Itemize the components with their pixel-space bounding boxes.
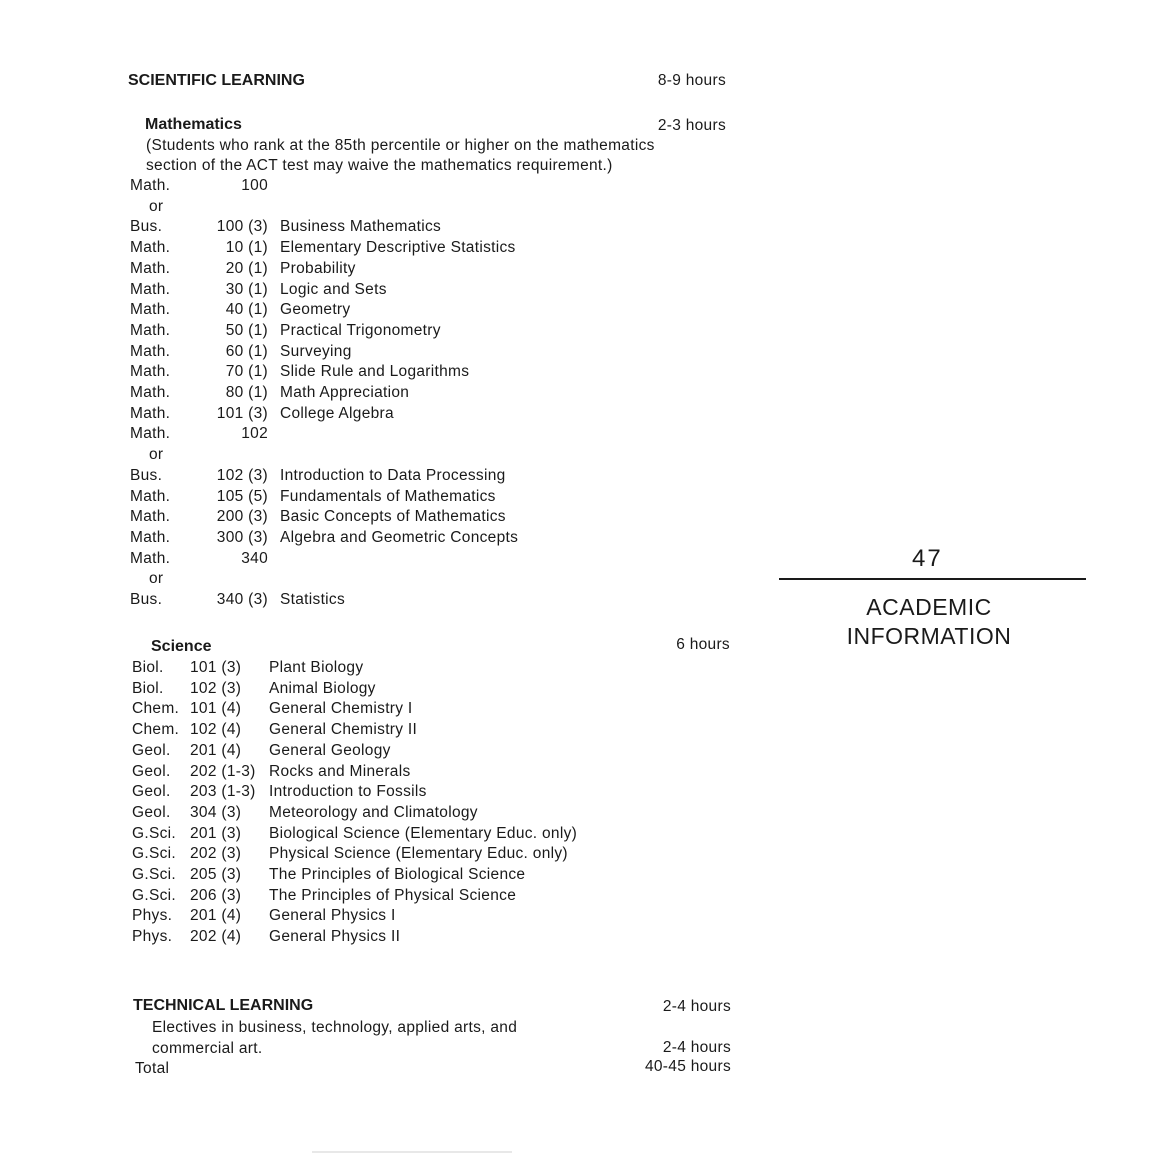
scientific-learning-heading: SCIENTIFIC LEARNING	[128, 72, 305, 89]
course-row	[0, 467, 760, 487]
course-number: 101 (4)	[190, 700, 242, 718]
technical-learning-line2-hours: 2-4 hours	[662, 1039, 731, 1056]
course-number: 100 (3)	[216, 218, 268, 236]
course-row	[0, 301, 760, 321]
course-number: 202 (3)	[190, 845, 242, 863]
page-number: 47	[912, 545, 943, 572]
course-dept: G.Sci.	[132, 845, 177, 863]
course-row	[0, 783, 760, 803]
course-number: 40 (1)	[225, 301, 268, 319]
course-number: 100	[241, 177, 268, 194]
course-row	[0, 260, 760, 280]
course-number: 101 (3)	[190, 659, 242, 676]
course-row	[0, 239, 760, 259]
course-title: Rocks and Minerals	[269, 762, 411, 780]
course-title: Physical Science (Elementary Educ. only)	[269, 845, 568, 863]
course-number: 201 (4)	[190, 741, 242, 759]
course-number: 304 (3)	[190, 803, 242, 821]
course-dept: Bus.	[130, 466, 163, 484]
course-row	[0, 343, 760, 363]
course-row	[0, 887, 760, 907]
course-dept: Math.	[130, 487, 171, 505]
course-dept: G.Sci.	[132, 886, 177, 904]
course-dept: Bus.	[130, 591, 163, 608]
course-title: General Chemistry II	[269, 721, 418, 739]
course-row	[0, 570, 760, 590]
course-title: The Principles of Physical Science	[269, 886, 517, 904]
course-row	[0, 446, 760, 466]
course-row	[0, 281, 760, 301]
course-row	[0, 508, 760, 528]
course-number: 201 (3)	[190, 824, 242, 842]
course-dept: Chem.	[132, 700, 180, 718]
course-dept: G.Sci.	[132, 824, 177, 842]
course-title: Plant Biology	[269, 659, 364, 676]
page-edge-mark	[312, 1151, 512, 1153]
course-row	[0, 384, 760, 404]
course-row	[0, 218, 760, 238]
technical-learning-line1: Electives in business, technology, applied arts, and	[152, 1019, 518, 1036]
course-dept: or	[149, 570, 164, 588]
course-title: General Physics II	[269, 928, 401, 946]
course-dept: G.Sci.	[132, 866, 177, 883]
scientific-learning-hours: 8-9 hours	[657, 72, 726, 89]
course-number: 102 (3)	[216, 466, 268, 484]
course-number: 300 (3)	[216, 528, 268, 546]
course-dept: Math.	[130, 363, 171, 381]
course-dept: Math.	[130, 342, 171, 360]
course-row	[0, 680, 760, 700]
section-title-line1: ACADEMIC	[866, 594, 992, 620]
course-title: Algebra and Geometric Concepts	[280, 528, 519, 546]
course-title: General Geology	[269, 741, 391, 759]
course-number: 10 (1)	[225, 239, 268, 257]
course-number: 340	[241, 549, 268, 567]
course-title: Math Appreciation	[280, 384, 410, 401]
course-row	[0, 742, 760, 762]
course-title: Business Mathematics	[280, 218, 442, 236]
course-row	[0, 721, 760, 741]
course-dept: Geol.	[132, 783, 171, 801]
course-dept: or	[149, 446, 164, 464]
course-row	[0, 550, 760, 570]
course-row	[0, 405, 760, 425]
course-row	[0, 845, 760, 865]
course-dept: Math.	[130, 508, 171, 526]
course-number: 205 (3)	[190, 866, 242, 883]
course-dept: Math.	[130, 425, 171, 443]
course-title: Fundamentals of Mathematics	[280, 487, 496, 505]
course-dept: Math.	[130, 177, 171, 194]
mathematics-heading: Mathematics	[145, 116, 242, 133]
course-title: Logic and Sets	[280, 280, 387, 298]
course-number: 201 (4)	[190, 907, 242, 925]
course-dept: Biol.	[132, 659, 164, 676]
course-dept: Chem.	[132, 721, 180, 739]
total-hours: 40-45 hours	[644, 1058, 731, 1075]
course-number: 105 (5)	[216, 487, 268, 505]
course-dept: Math.	[130, 239, 171, 257]
course-title: Statistics	[280, 591, 346, 608]
mathematics-hours: 2-3 hours	[657, 117, 726, 134]
course-row	[0, 825, 760, 845]
total-label: Total	[135, 1060, 170, 1077]
technical-learning-line2: commercial art.	[152, 1040, 263, 1057]
course-dept: Math.	[130, 259, 171, 277]
science-hours: 6 hours	[676, 636, 730, 653]
mathematics-note-line1: (Students who rank at the 85th percentile or higher on the mathematics	[146, 137, 655, 154]
course-dept: Math.	[130, 280, 171, 298]
course-row	[0, 529, 760, 549]
course-title: Meteorology and Climatology	[269, 803, 478, 821]
course-row	[0, 363, 760, 383]
course-title: Geometry	[280, 301, 351, 319]
course-dept: Phys.	[132, 907, 173, 925]
course-dept: Geol.	[132, 762, 171, 780]
course-number: 203 (1-3)	[190, 783, 256, 801]
course-dept: Geol.	[132, 803, 171, 821]
technical-learning-heading: TECHNICAL LEARNING	[133, 997, 314, 1014]
science-heading: Science	[151, 638, 212, 655]
course-title: Introduction to Data Processing	[280, 466, 506, 484]
course-title: Probability	[280, 259, 356, 277]
course-number: 50 (1)	[225, 321, 268, 339]
course-number: 70 (1)	[225, 363, 268, 381]
course-dept: Biol.	[132, 679, 164, 697]
course-row	[0, 198, 760, 218]
course-title: Elementary Descriptive Statistics	[280, 239, 516, 257]
course-dept: Math.	[130, 301, 171, 319]
course-number: 20 (1)	[225, 259, 268, 277]
course-dept: Math.	[130, 528, 171, 546]
course-row	[0, 804, 760, 824]
course-title: College Algebra	[280, 404, 394, 422]
course-number: 102	[241, 425, 268, 443]
course-row	[0, 866, 760, 886]
course-title: Animal Biology	[269, 679, 376, 697]
course-dept: Bus.	[130, 218, 163, 236]
section-title-line2: INFORMATION	[846, 623, 1012, 649]
course-row	[0, 700, 760, 720]
course-number: 30 (1)	[225, 280, 268, 298]
divider-rule	[779, 578, 1086, 580]
course-number: 340 (3)	[216, 591, 268, 608]
course-row	[0, 322, 760, 342]
course-number: 101 (3)	[216, 404, 268, 422]
course-row	[0, 591, 760, 611]
technical-learning-hours: 2-4 hours	[662, 998, 731, 1015]
course-number: 80 (1)	[225, 384, 268, 401]
course-title: General Chemistry I	[269, 700, 413, 718]
course-dept: or	[149, 197, 164, 215]
course-row	[0, 488, 760, 508]
course-dept: Math.	[130, 549, 171, 567]
course-number: 102 (3)	[190, 679, 242, 697]
course-dept: Math.	[130, 404, 171, 422]
course-number: 102 (4)	[190, 721, 242, 739]
course-row	[0, 928, 760, 948]
course-title: Practical Trigonometry	[280, 321, 441, 339]
course-title: The Principles of Biological Science	[269, 866, 526, 883]
course-number: 60 (1)	[225, 342, 268, 360]
mathematics-note-line2: section of the ACT test may waive the mathematics requirement.)	[146, 157, 613, 174]
course-number: 202 (4)	[190, 928, 242, 946]
course-number: 200 (3)	[216, 508, 268, 526]
course-dept: Math.	[130, 384, 171, 401]
course-title: General Physics I	[269, 907, 396, 925]
course-dept: Phys.	[132, 928, 173, 946]
course-title: Introduction to Fossils	[269, 783, 427, 801]
course-title: Biological Science (Elementary Educ. only)	[269, 824, 578, 842]
course-row	[0, 907, 760, 927]
course-dept: Math.	[130, 321, 171, 339]
course-row	[0, 425, 760, 445]
course-row	[0, 763, 760, 783]
course-number: 202 (1-3)	[190, 762, 256, 780]
course-row	[0, 659, 760, 679]
course-title: Slide Rule and Logarithms	[280, 363, 470, 381]
course-title: Basic Concepts of Mathematics	[280, 508, 506, 526]
course-title: Surveying	[280, 342, 352, 360]
course-row	[0, 177, 760, 197]
course-dept: Geol.	[132, 741, 171, 759]
course-number: 206 (3)	[190, 886, 242, 904]
